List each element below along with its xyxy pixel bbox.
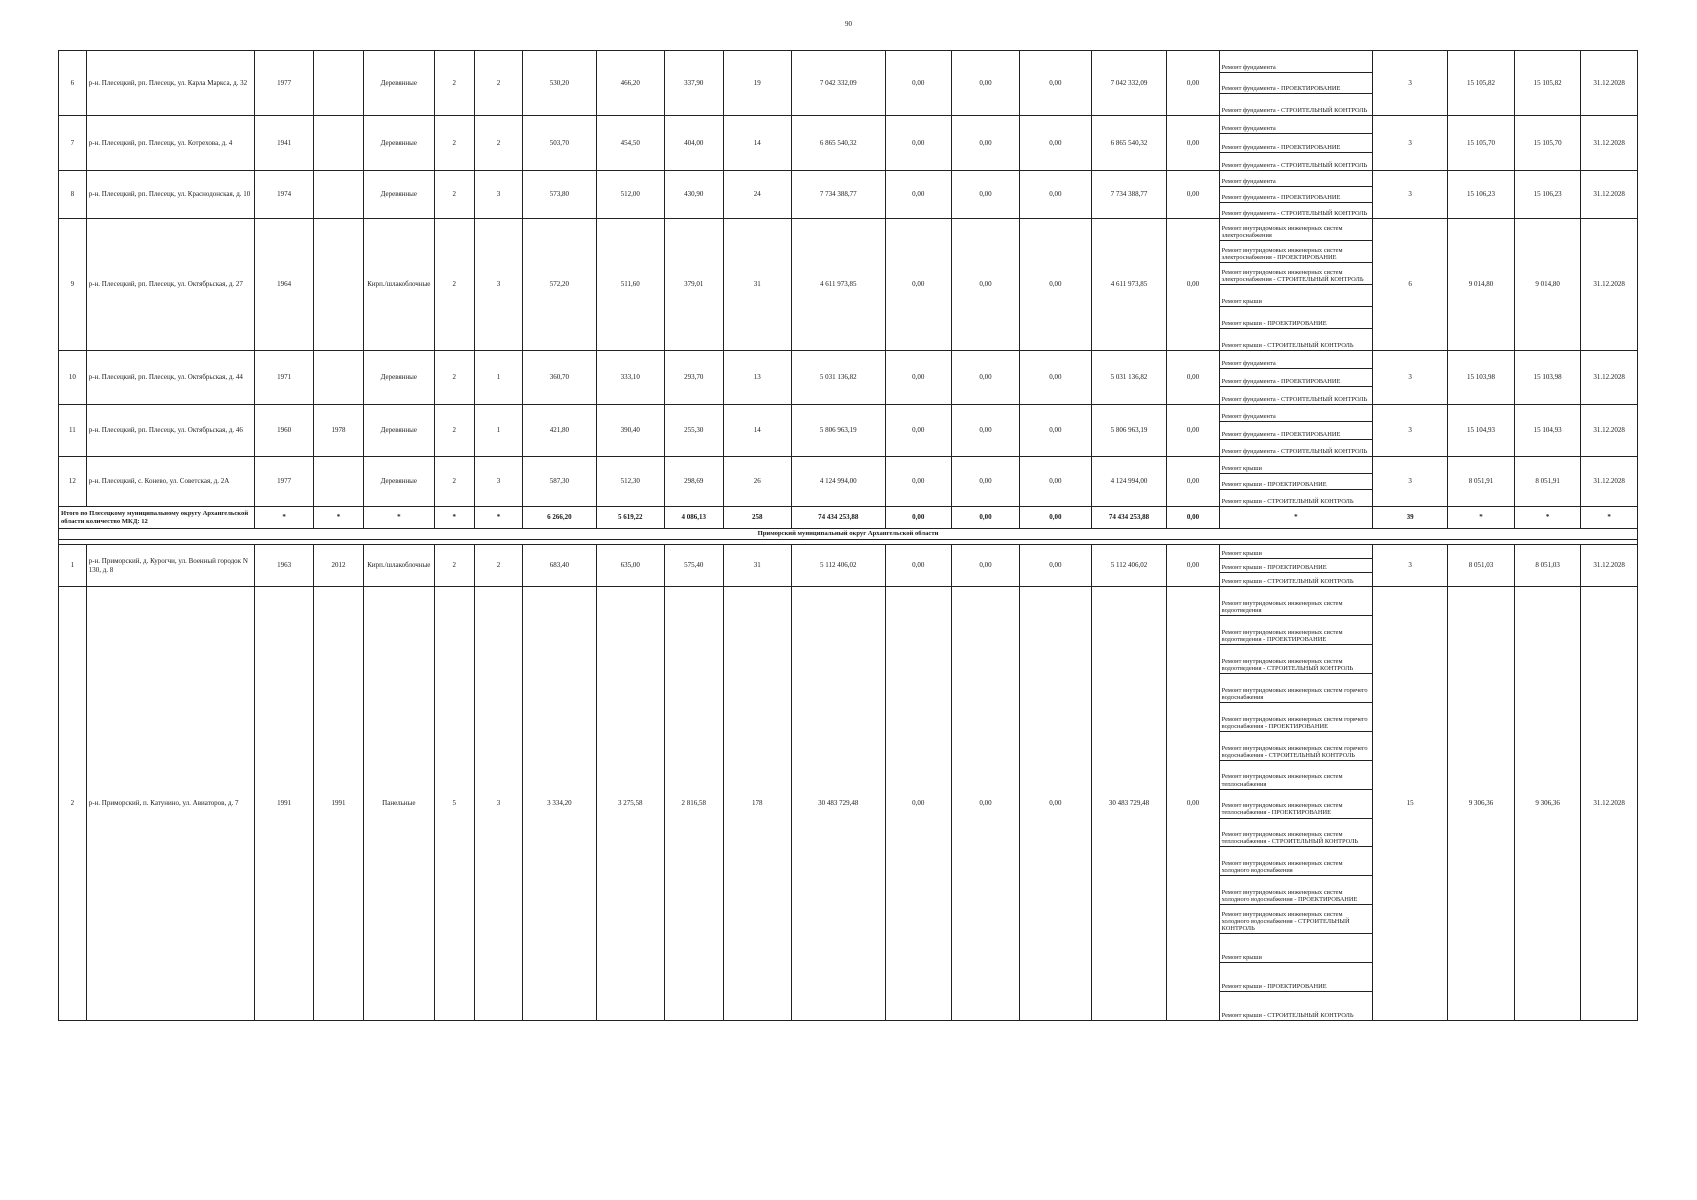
entrances-cell: 3 <box>475 219 523 351</box>
deadline-cell: 31.12.2028 <box>1581 116 1638 171</box>
work-item: Ремонт фундамента - ПРОЕКТИРОВАНИЕ <box>1220 422 1373 439</box>
work-item: Ремонт крыши - СТРОИТЕЛЬНЫЙ КОНТРОЛЬ <box>1221 577 1354 585</box>
max-unit-cost-cell: 8 051,91 <box>1515 457 1581 507</box>
work-item: Ремонт фундамента <box>1220 351 1373 369</box>
year-reconstruction-cell <box>313 351 363 405</box>
table-row <box>59 219 1638 351</box>
total-cost-cell: 7 042 332,09 <box>791 51 885 116</box>
year-reconstruction-cell <box>313 51 363 116</box>
local-financing-cell: 0,00 <box>1020 116 1091 171</box>
work-item: Ремонт крыши <box>1220 934 1373 963</box>
work-item: Ремонт фундамента - ПРОЕКТИРОВАНИЕ <box>1220 134 1373 152</box>
year-reconstruction-cell <box>313 116 363 171</box>
entrances-cell: 1 <box>475 351 523 405</box>
year-built-cell: 1941 <box>255 116 314 171</box>
entrances-cell: 2 <box>475 116 523 171</box>
wall-material-cell: Деревянные <box>364 171 434 219</box>
work-item: Ремонт внутридомовых инженерных систем холодного водоснабжения - ПРОЕКТИРОВАНИЕ <box>1220 876 1373 905</box>
fund-financing-cell: 0,00 <box>885 351 951 405</box>
other-financing-cell: 0,00 <box>1167 51 1219 116</box>
year-built-cell: 1971 <box>255 351 314 405</box>
fund-financing-cell: 0,00 <box>885 587 951 1021</box>
work-item: Ремонт крыши - СТРОИТЕЛЬНЫЙ КОНТРОЛЬ <box>1221 341 1354 349</box>
deadline-cell: 31.12.2028 <box>1581 545 1638 587</box>
deadline-cell: 31.12.2028 <box>1581 587 1638 1021</box>
work-item: Ремонт фундамента <box>1220 51 1373 73</box>
year-built-cell: 1977 <box>255 51 314 116</box>
total-area-cell: 3 334,20 <box>523 587 597 1021</box>
work-item: Ремонт фундамента - СТРОИТЕЛЬНЫЙ КОНТРОЛЬ <box>1221 209 1368 217</box>
local-financing-cell: 0,00 <box>1020 545 1091 587</box>
local-financing-cell: 0,00 <box>1020 405 1091 457</box>
residents-cell: 14 <box>723 116 791 171</box>
deadline-cell: 31.12.2028 <box>1581 171 1638 219</box>
fund-financing-cell: 0,00 <box>885 545 951 587</box>
work-item: Ремонт внутридомовых инженерных систем водоотведения - СТРОИТЕЛЬНЫЙ КОНТРОЛЬ <box>1220 645 1373 674</box>
total-area-cell: 572,20 <box>523 219 597 351</box>
work-item: Ремонт крыши - ПРОЕКТИРОВАНИЕ <box>1220 474 1373 491</box>
works-count-cell: 6 <box>1373 219 1448 351</box>
owners-financing-cell: 6 865 540,32 <box>1091 116 1167 171</box>
unit-cost-cell: 9 014,80 <box>1447 219 1514 351</box>
year-built-cell: 1964 <box>255 219 314 351</box>
summary-works-list-cell: * <box>1219 507 1373 529</box>
owned-area-cell: 379,01 <box>664 219 723 351</box>
unit-cost-cell: 15 105,70 <box>1447 116 1514 171</box>
owned-area-cell: 404,00 <box>664 116 723 171</box>
works-list <box>1220 457 1373 506</box>
works-count-cell: 3 <box>1373 457 1448 507</box>
living-area-cell: 454,50 <box>596 116 664 171</box>
local-financing-cell: 0,00 <box>1020 457 1091 507</box>
work-item: Ремонт крыши - ПРОЕКТИРОВАНИЕ <box>1220 559 1373 573</box>
residents-cell: 31 <box>723 545 791 587</box>
wall-material-cell: Кирп./шлакоблочные <box>364 545 434 587</box>
work-item: Ремонт крыши - СТРОИТЕЛЬНЫЙ КОНТРОЛЬ <box>1221 497 1354 505</box>
work-item: Ремонт внутридомовых инженерных систем холодного водоснабжения <box>1220 847 1373 876</box>
works-list <box>1220 587 1373 1020</box>
other-financing-cell: 0,00 <box>1167 116 1219 171</box>
district-title: Приморский муниципальный округ Архангельской области <box>59 529 1638 540</box>
table-row <box>59 351 1638 405</box>
fund-financing-cell: 0,00 <box>885 51 951 116</box>
wall-material-cell: Деревянные <box>364 457 434 507</box>
address-cell: р-н. Плесецкий, рп. Плесецк, ул. Октябрьская, д. 46 <box>86 405 255 457</box>
living-area-cell: 511,60 <box>596 219 664 351</box>
total-area-cell: 360,70 <box>523 351 597 405</box>
row-number: 8 <box>59 171 87 219</box>
owners-financing-cell: 4 124 994,00 <box>1091 457 1167 507</box>
row-number: 1 <box>59 545 87 587</box>
residents-cell: 13 <box>723 351 791 405</box>
wall-material-cell: Деревянные <box>364 51 434 116</box>
work-item: Ремонт крыши <box>1220 457 1373 474</box>
total-cost-cell: 5 112 406,02 <box>791 545 885 587</box>
table-row <box>59 116 1638 171</box>
summary-max-unit-cost-cell: * <box>1515 507 1581 529</box>
address-cell: р-н. Приморский, п. Катунино, ул. Авиаторов, д. 7 <box>86 587 255 1021</box>
local-financing-cell: 0,00 <box>1020 219 1091 351</box>
year-reconstruction-cell <box>313 219 363 351</box>
region-financing-cell: 0,00 <box>951 116 1019 171</box>
works-list <box>1220 219 1373 350</box>
owners-financing-cell: 5 806 963,19 <box>1091 405 1167 457</box>
fund-financing-cell: 0,00 <box>885 457 951 507</box>
work-item: Ремонт фундамента - СТРОИТЕЛЬНЫЙ КОНТРОЛЬ <box>1221 106 1368 114</box>
year-built-cell: 1977 <box>255 457 314 507</box>
work-item: Ремонт фундамента - ПРОЕКТИРОВАНИЕ <box>1220 369 1373 387</box>
region-financing-cell: 0,00 <box>951 545 1019 587</box>
region-financing-cell: 0,00 <box>951 219 1019 351</box>
works-count-cell: 3 <box>1373 171 1448 219</box>
works-list-cell <box>1219 545 1373 587</box>
floors-cell: 2 <box>434 405 475 457</box>
deadline-cell: 31.12.2028 <box>1581 219 1638 351</box>
max-unit-cost-cell: 15 104,93 <box>1515 405 1581 457</box>
max-unit-cost-cell: 8 051,03 <box>1515 545 1581 587</box>
address-cell: р-н. Плесецкий, рп. Плесецк, ул. Краснодонская, д. 10 <box>86 171 255 219</box>
floors-cell: 2 <box>434 219 475 351</box>
fund-financing-cell: 0,00 <box>885 219 951 351</box>
works-list-cell <box>1219 351 1373 405</box>
work-item: Ремонт фундамента - СТРОИТЕЛЬНЫЙ КОНТРОЛЬ <box>1221 161 1368 169</box>
table-body <box>59 51 1638 1021</box>
year-reconstruction-cell: 1978 <box>313 405 363 457</box>
owners-financing-cell: 5 112 406,02 <box>1091 545 1167 587</box>
district-header-row <box>59 529 1638 540</box>
works-list-cell <box>1219 116 1373 171</box>
page-number: 90 <box>845 20 852 28</box>
works-list-cell <box>1219 405 1373 457</box>
total-cost-cell: 5 806 963,19 <box>791 405 885 457</box>
living-area-cell: 512,00 <box>596 171 664 219</box>
address-cell: р-н. Плесецкий, с. Конево, ул. Советская, д. 2А <box>86 457 255 507</box>
work-item: Ремонт крыши <box>1220 545 1373 559</box>
row-number: 9 <box>59 219 87 351</box>
unit-cost-cell: 15 105,82 <box>1447 51 1514 116</box>
max-unit-cost-cell: 15 105,70 <box>1515 116 1581 171</box>
owners-financing-cell: 30 483 729,48 <box>1091 587 1167 1021</box>
summary-row <box>59 507 1638 529</box>
summary-living-area-cell: 5 619,22 <box>596 507 664 529</box>
owned-area-cell: 575,40 <box>664 545 723 587</box>
residents-cell: 178 <box>723 587 791 1021</box>
total-cost-cell: 7 734 388,77 <box>791 171 885 219</box>
other-financing-cell: 0,00 <box>1167 587 1219 1021</box>
entrances-cell: 3 <box>475 587 523 1021</box>
work-item: Ремонт внутридомовых инженерных систем теплоснабжения <box>1220 761 1373 790</box>
living-area-cell: 390,40 <box>596 405 664 457</box>
year-built-cell: 1963 <box>255 545 314 587</box>
other-financing-cell: 0,00 <box>1167 351 1219 405</box>
owners-financing-cell: 7 042 332,09 <box>1091 51 1167 116</box>
owned-area-cell: 298,69 <box>664 457 723 507</box>
summary-deadline-cell: * <box>1581 507 1638 529</box>
summary-total-cost-cell: 74 434 253,88 <box>791 507 885 529</box>
owners-financing-cell: 7 734 388,77 <box>1091 171 1167 219</box>
region-financing-cell: 0,00 <box>951 171 1019 219</box>
fund-financing-cell: 0,00 <box>885 116 951 171</box>
row-number: 11 <box>59 405 87 457</box>
wall-material-cell: Деревянные <box>364 405 434 457</box>
work-item: Ремонт фундамента <box>1220 405 1373 422</box>
deadline-cell: 31.12.2028 <box>1581 457 1638 507</box>
residents-cell: 19 <box>723 51 791 116</box>
owned-area-cell: 430,90 <box>664 171 723 219</box>
summary-owned-area-cell: 4 086,13 <box>664 507 723 529</box>
works-count-cell: 3 <box>1373 351 1448 405</box>
living-area-cell: 512,30 <box>596 457 664 507</box>
work-item: Ремонт внутридомовых инженерных систем электроснабжения <box>1220 219 1373 241</box>
floors-cell: 2 <box>434 351 475 405</box>
region-financing-cell: 0,00 <box>951 351 1019 405</box>
year-reconstruction-cell <box>313 171 363 219</box>
residents-cell: 26 <box>723 457 791 507</box>
works-list-cell <box>1219 171 1373 219</box>
owned-area-cell: 337,90 <box>664 51 723 116</box>
capital-repair-table-sheet <box>58 50 1638 1021</box>
works-list <box>1220 51 1373 115</box>
summary-residents-cell: 258 <box>723 507 791 529</box>
local-financing-cell: 0,00 <box>1020 51 1091 116</box>
residents-cell: 14 <box>723 405 791 457</box>
works-count-cell: 3 <box>1373 405 1448 457</box>
summary-works-count-cell: 39 <box>1373 507 1448 529</box>
total-cost-cell: 30 483 729,48 <box>791 587 885 1021</box>
work-item: Ремонт внутридомовых инженерных систем водоотведения <box>1220 587 1373 616</box>
address-cell: р-н. Плесецкий, рп. Плесецк, ул. Котрехова, д. 4 <box>86 116 255 171</box>
entrances-cell: 2 <box>475 545 523 587</box>
summary-floors-cell: * <box>434 507 475 529</box>
work-item: Ремонт внутридомовых инженерных систем электроснабжения - СТРОИТЕЛЬНЫЙ КОНТРОЛЬ <box>1220 263 1373 285</box>
unit-cost-cell: 15 106,23 <box>1447 171 1514 219</box>
summary-owners-financing-cell: 74 434 253,88 <box>1091 507 1167 529</box>
other-financing-cell: 0,00 <box>1167 405 1219 457</box>
work-item: Ремонт внутридомовых инженерных систем электроснабжения - ПРОЕКТИРОВАНИЕ <box>1220 241 1373 263</box>
deadline-cell: 31.12.2028 <box>1581 351 1638 405</box>
work-item: Ремонт внутридомовых инженерных систем горячего водоснабжения <box>1220 674 1373 703</box>
unit-cost-cell: 8 051,91 <box>1447 457 1514 507</box>
address-cell: р-н. Плесецкий, рп. Плесецк, ул. Карла Маркса, д. 32 <box>86 51 255 116</box>
floors-cell: 2 <box>434 116 475 171</box>
unit-cost-cell: 15 104,93 <box>1447 405 1514 457</box>
max-unit-cost-cell: 9 306,36 <box>1515 587 1581 1021</box>
works-list-cell <box>1219 51 1373 116</box>
work-item: Ремонт внутридомовых инженерных систем горячего водоснабжения - СТРОИТЕЛЬНЫЙ КОНТРОЛЬ <box>1220 732 1373 761</box>
other-financing-cell: 0,00 <box>1167 457 1219 507</box>
other-financing-cell: 0,00 <box>1167 545 1219 587</box>
year-built-cell: 1991 <box>255 587 314 1021</box>
unit-cost-cell: 9 306,36 <box>1447 587 1514 1021</box>
region-financing-cell: 0,00 <box>951 51 1019 116</box>
works-list-cell <box>1219 587 1373 1021</box>
entrances-cell: 3 <box>475 171 523 219</box>
address-cell: р-н. Приморский, д. Курогчи, ул. Военный городок N 130, д. 8 <box>86 545 255 587</box>
deadline-cell: 31.12.2028 <box>1581 51 1638 116</box>
living-area-cell: 333,10 <box>596 351 664 405</box>
fund-financing-cell: 0,00 <box>885 405 951 457</box>
local-financing-cell: 0,00 <box>1020 587 1091 1021</box>
wall-material-cell: Панельные <box>364 587 434 1021</box>
capital-repair-table <box>58 50 1638 1021</box>
summary-entrances-cell: * <box>475 507 523 529</box>
row-number: 7 <box>59 116 87 171</box>
work-item: Ремонт крыши - ПРОЕКТИРОВАНИЕ <box>1220 307 1373 329</box>
entrances-cell: 3 <box>475 457 523 507</box>
works-count-cell: 15 <box>1373 587 1448 1021</box>
max-unit-cost-cell: 9 014,80 <box>1515 219 1581 351</box>
floors-cell: 2 <box>434 545 475 587</box>
work-item: Ремонт фундамента - СТРОИТЕЛЬНЫЙ КОНТРОЛЬ <box>1221 395 1368 403</box>
work-item: Ремонт крыши <box>1220 285 1373 307</box>
work-item: Ремонт внутридомовых инженерных систем горячего водоснабжения - ПРОЕКТИРОВАНИЕ <box>1220 703 1373 732</box>
year-reconstruction-cell: 2012 <box>313 545 363 587</box>
floors-cell: 2 <box>434 51 475 116</box>
total-area-cell: 573,80 <box>523 171 597 219</box>
total-area-cell: 530,20 <box>523 51 597 116</box>
works-list <box>1220 351 1373 404</box>
summary-year-built-cell: * <box>255 507 314 529</box>
summary-other-financing-cell: 0,00 <box>1167 507 1219 529</box>
table-row <box>59 51 1638 116</box>
entrances-cell: 1 <box>475 405 523 457</box>
work-item: Ремонт внутридомовых инженерных систем холодного водоснабжения - СТРОИТЕЛЬНЫЙ КОНТРОЛЬ <box>1220 905 1373 934</box>
work-item: Ремонт крыши - СТРОИТЕЛЬНЫЙ КОНТРОЛЬ <box>1221 1012 1354 1020</box>
summary-region-financing-cell: 0,00 <box>951 507 1019 529</box>
region-financing-cell: 0,00 <box>951 457 1019 507</box>
other-financing-cell: 0,00 <box>1167 219 1219 351</box>
work-item: Ремонт фундамента - СТРОИТЕЛЬНЫЙ КОНТРОЛЬ <box>1221 447 1368 455</box>
floors-cell: 5 <box>434 587 475 1021</box>
other-financing-cell: 0,00 <box>1167 171 1219 219</box>
table-row <box>59 171 1638 219</box>
max-unit-cost-cell: 15 106,23 <box>1515 171 1581 219</box>
work-item: Ремонт внутридомовых инженерных систем теплоснабжения - СТРОИТЕЛЬНЫЙ КОНТРОЛЬ <box>1220 819 1373 848</box>
year-built-cell: 1974 <box>255 171 314 219</box>
works-list-cell <box>1219 219 1373 351</box>
wall-material-cell: Деревянные <box>364 351 434 405</box>
work-item: Ремонт фундамента - ПРОЕКТИРОВАНИЕ <box>1220 73 1373 95</box>
year-reconstruction-cell <box>313 457 363 507</box>
works-count-cell: 3 <box>1373 116 1448 171</box>
total-cost-cell: 4 611 973,85 <box>791 219 885 351</box>
region-financing-cell: 0,00 <box>951 587 1019 1021</box>
living-area-cell: 635,00 <box>596 545 664 587</box>
address-cell: р-н. Плесецкий, рп. Плесецк, ул. Октябрьская, д. 44 <box>86 351 255 405</box>
owners-financing-cell: 4 611 973,85 <box>1091 219 1167 351</box>
local-financing-cell: 0,00 <box>1020 351 1091 405</box>
row-number: 2 <box>59 587 87 1021</box>
work-item: Ремонт крыши - ПРОЕКТИРОВАНИЕ <box>1220 963 1373 992</box>
max-unit-cost-cell: 15 103,98 <box>1515 351 1581 405</box>
residents-cell: 31 <box>723 219 791 351</box>
total-area-cell: 683,40 <box>523 545 597 587</box>
living-area-cell: 466,20 <box>596 51 664 116</box>
works-list <box>1220 545 1373 586</box>
works-list <box>1220 116 1373 170</box>
works-list <box>1220 171 1373 218</box>
year-reconstruction-cell: 1991 <box>313 587 363 1021</box>
summary-fund-financing-cell: 0,00 <box>885 507 951 529</box>
max-unit-cost-cell: 15 105,82 <box>1515 51 1581 116</box>
total-area-cell: 587,30 <box>523 457 597 507</box>
unit-cost-cell: 8 051,03 <box>1447 545 1514 587</box>
work-item: Ремонт внутридомовых инженерных систем водоотведения - ПРОЕКТИРОВАНИЕ <box>1220 616 1373 645</box>
local-financing-cell: 0,00 <box>1020 171 1091 219</box>
work-item: Ремонт фундамента - ПРОЕКТИРОВАНИЕ <box>1220 187 1373 203</box>
table-row <box>59 587 1638 1021</box>
work-item: Ремонт фундамента <box>1220 171 1373 187</box>
table-row <box>59 405 1638 457</box>
deadline-cell: 31.12.2028 <box>1581 405 1638 457</box>
unit-cost-cell: 15 103,98 <box>1447 351 1514 405</box>
row-number: 12 <box>59 457 87 507</box>
floors-cell: 2 <box>434 171 475 219</box>
wall-material-cell: Кирп./шлакоблочные <box>364 219 434 351</box>
fund-financing-cell: 0,00 <box>885 171 951 219</box>
total-cost-cell: 4 124 994,00 <box>791 457 885 507</box>
summary-local-financing-cell: 0,00 <box>1020 507 1091 529</box>
summary-label: Итого по Плесецкому муниципальному округу Архангельской области количество МКД: 12 <box>59 507 255 529</box>
work-item: Ремонт фундамента <box>1220 116 1373 134</box>
table-row <box>59 545 1638 587</box>
total-area-cell: 503,70 <box>523 116 597 171</box>
summary-unit-cost-cell: * <box>1447 507 1514 529</box>
summary-wall-material-cell: * <box>364 507 434 529</box>
table-row <box>59 457 1638 507</box>
floors-cell: 2 <box>434 457 475 507</box>
entrances-cell: 2 <box>475 51 523 116</box>
works-list <box>1220 405 1373 456</box>
total-cost-cell: 6 865 540,32 <box>791 116 885 171</box>
residents-cell: 24 <box>723 171 791 219</box>
work-item: Ремонт внутридомовых инженерных систем теплоснабжения - ПРОЕКТИРОВАНИЕ <box>1220 790 1373 819</box>
summary-total-area-cell: 6 266,20 <box>523 507 597 529</box>
total-cost-cell: 5 031 136,82 <box>791 351 885 405</box>
year-built-cell: 1960 <box>255 405 314 457</box>
owned-area-cell: 255,30 <box>664 405 723 457</box>
owned-area-cell: 2 816,58 <box>664 587 723 1021</box>
summary-year-reconstruction-cell: * <box>313 507 363 529</box>
works-count-cell: 3 <box>1373 51 1448 116</box>
works-list-cell <box>1219 457 1373 507</box>
region-financing-cell: 0,00 <box>951 405 1019 457</box>
wall-material-cell: Деревянные <box>364 116 434 171</box>
works-count-cell: 3 <box>1373 545 1448 587</box>
living-area-cell: 3 275,58 <box>596 587 664 1021</box>
owners-financing-cell: 5 031 136,82 <box>1091 351 1167 405</box>
address-cell: р-н. Плесецкий, рп. Плесецк, ул. Октябрьская, д. 27 <box>86 219 255 351</box>
owned-area-cell: 293,70 <box>664 351 723 405</box>
row-number: 10 <box>59 351 87 405</box>
total-area-cell: 421,80 <box>523 405 597 457</box>
row-number: 6 <box>59 51 87 116</box>
